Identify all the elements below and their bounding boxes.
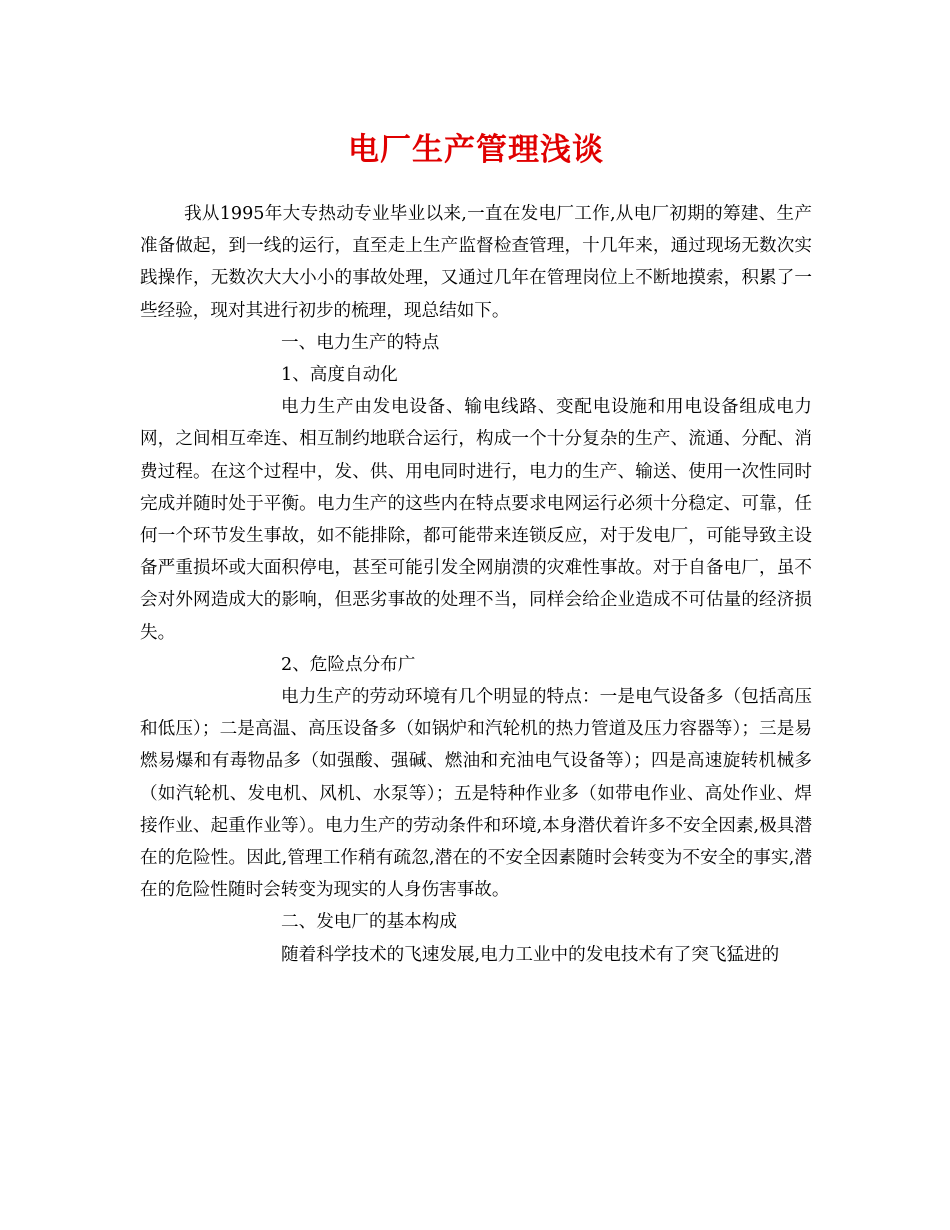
intro-paragraph: 我从1995年大专热动专业毕业以来,一直在发电厂工作,从电厂初期的筹建、生产准备做起，到一线的运行，直至走上生产监督检查管理，十几年来，通过现场无数次实践操作，无数次大大小小的事故处理，又通过几年在管理岗位上不断地摸索，积累了一些经验，现对其进行初步的梳理，现总结如下。: [140, 204, 812, 321]
subsection-1-heading: 1、高度自动化: [281, 365, 398, 386]
document-title: 电厂生产管理浅谈: [348, 132, 604, 168]
subsection-2-paragraph: 电力生产的劳动环境有几个明显的特点：一是电气设备多（包括高压和低压）；二是高温、高压设备多（如锅炉和汽轮机的热力管道及压力容器等）；三是易燃易爆和有毒物品多（如强酸、强碱、燃油和充油电气设备等）；四是高速旋转机械多（如汽轮机、发电机、风机、水泵等）；五是特种作业多（如带电作业、高处作业、焊接作业、起重作业等）。电力生产的劳动条件和环境,本身潜伏着许多不安全因素,极具潜在的危险性。因此,管理工作稍有疏忽,潜在的不安全因素随时会转变为不安全的事实,潜在的危险性随时会转变为现实的人身伤害事故。: [140, 687, 812, 901]
section-1-heading: 一、电力生产的特点: [281, 332, 440, 353]
subsection-1-paragraph: 电力生产由发电设备、输电线路、变配电设施和用电设备组成电力网，之间相互牵连、相互制约地联合运行，构成一个十分复杂的生产、流通、分配、消费过程。在这个过程中，发、供、用电同时进行，电力的生产、输送、使用一次性同时完成并随时处于平衡。电力生产的这些内在特点要求电网运行必须十分稳定、可靠，任何一个环节发生事故，如不能排除，都可能带来连锁反应，对于发电厂，可能导致主设备严重损坏或大面积停电，甚至可能引发全网崩溃的灾难性事故。对于自备电厂，虽不会对外网造成大的影响，但恶劣事故的处理不当，同样会给企业造成不可估量的经济损失。: [140, 397, 812, 643]
section-2-paragraph: 随着科学技术的飞速发展,电力工业中的发电技术有了突飞猛进的: [281, 944, 780, 965]
subsection-2-heading: 2、危险点分布广: [281, 654, 416, 675]
document-page: [140, 128, 812, 971]
section-2-heading: 二、发电厂的基本构成: [281, 912, 457, 933]
